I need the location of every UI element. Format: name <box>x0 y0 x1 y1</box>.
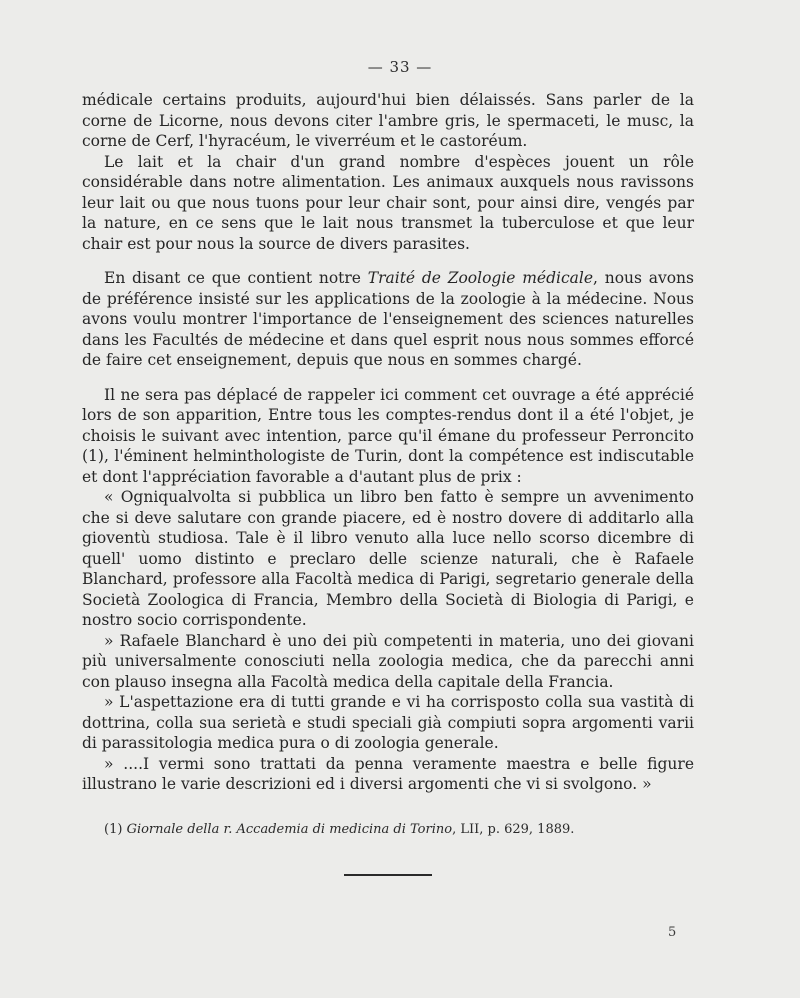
body-text <box>82 90 694 795</box>
footnote-journal: Giornale della r. Accademia di medicina di Torino <box>126 822 453 837</box>
footnote-rest: , LII, p. 629, 1889. <box>452 822 575 837</box>
paragraph-3-rest: Nous avons voulu montrer l'importance de l'enseignement des sciences naturelles dans les Facultés de médecine et dans quel esprit nous nous sommes efforcé de faire cet enseignement, depuis que nous en sommes chargé. <box>82 289 694 369</box>
book-title: Traité de Zoologie médicale <box>367 269 594 287</box>
paragraph-3-intro: En disant ce que contient notre <box>104 269 361 287</box>
paragraph-4: Il ne sera pas déplacé de rappeler ici comment cet ouvrage a été apprécié lors de son apparition, Entre tous les comptes-rendus dont il a été l'objet, je choisis le suivant avec intention, parce qu'il émane du professeur Perroncito (1), l'éminent helminthologiste de Turin, dont la compétence est indiscutable et dont l'appréciation favorable a d'autant plus de prix : <box>82 385 694 486</box>
quote-paragraph-3: » L'aspettazione era di tutti grande e vi ha corrisposto colla sua vastità di dottrina, colla sua serietà e studi speciali già compiuti sopra argomenti varii di parassitologia medica pura o di zoologia generale. <box>82 693 694 752</box>
page-number: — 33 — <box>367 58 433 76</box>
paragraph-2: Le lait et la chair d'un grand nombre d'espèces jouent un rôle considérable dans notre alimentation. Les animaux auxquels nous ravissons leur lait ou que nous tuons pour leur chair sont, pour ainsi dire, vengés par la nature, en ce sens que le lait nous transmet la tuberculose et que leur chair est pour nous la source de divers parasites. <box>82 152 694 253</box>
footnote-mark: (1) <box>104 822 123 837</box>
quote-paragraph-1: « Ogniqualvolta si pubblica un libro ben fatto è sempre un avvenimento che si deve salutare con grande piacere, ed è nostro dovere di additarlo alla gioventù studiosa. Tale è il libro venuto alla luce nello scorso dicembre di quell' uomo distinto e preclaro delle scienze naturali, che è Rafaele Blanchard, professore alla Facoltà medica di Parigi, segretario generale della Società Zoologica di Francia, Membro della Società di Biologia di Parigi, e nostro socio corrispondente. <box>82 488 694 629</box>
paragraph-3 <box>82 268 694 371</box>
paragraph-1: médicale certains produits, aujourd'hui bien délaissés. Sans parler de la corne de Licorne, nous devons citer l'ambre gris, le spermaceti, le musc, la corne de Cerf, l'hyracéum, le viverréum et le castoréum. <box>82 91 694 150</box>
paragraph-3-after: , nous avons de préférence insisté sur les applications de la zoologie à la médecine. <box>82 269 694 308</box>
quote-paragraph-4: » ....I vermi sono trattati da penna veramente maestra e belle figure illustrano le varie descrizioni ed i diversi argomenti che vi si svolgono. » <box>82 754 694 793</box>
quote-paragraph-2: » Rafaele Blanchard è uno dei più competenti in materia, uno dei giovani più universalmente conosciuti nella zoologia medica, che da parecchi anni con plauso insegna alla Facoltà medica della capitale della Francia. <box>82 631 694 691</box>
separator-rule <box>344 874 432 876</box>
signature-mark: 5 <box>668 925 677 940</box>
footnote <box>104 822 664 837</box>
